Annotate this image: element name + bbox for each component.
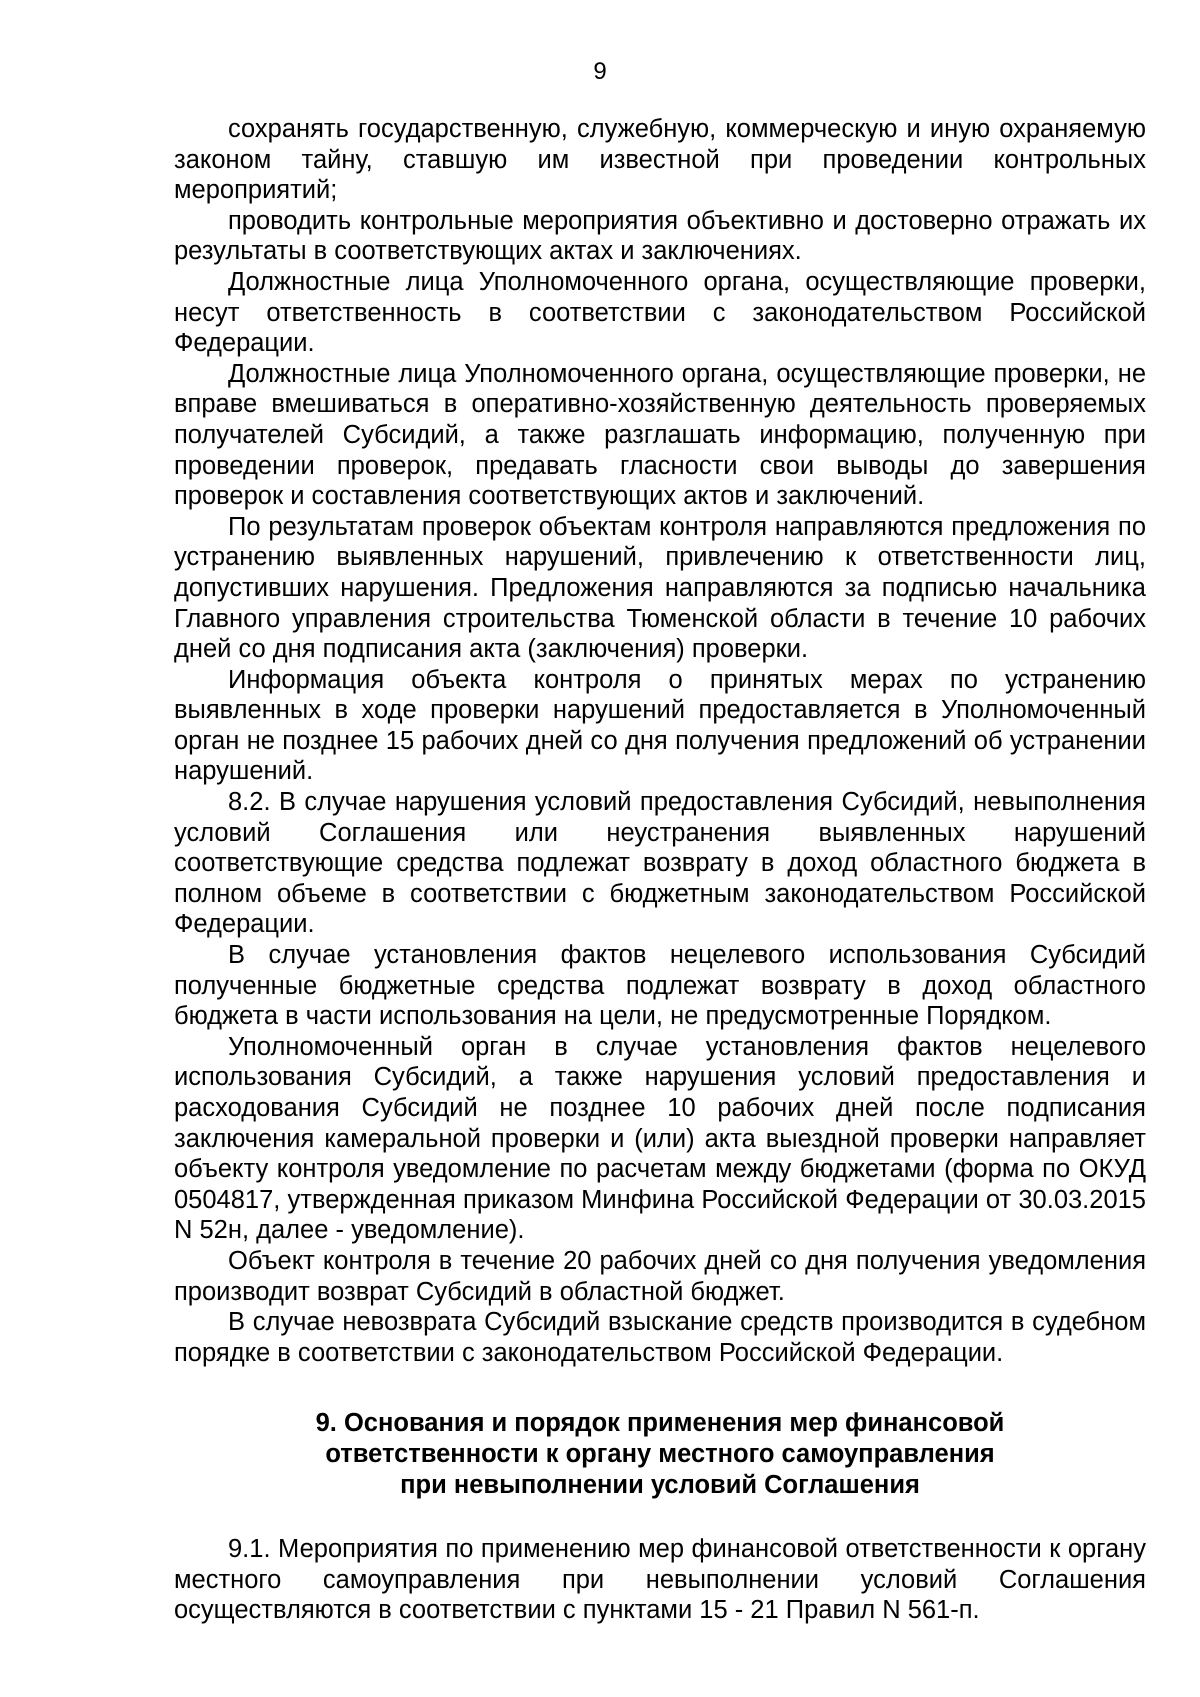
section-9-heading-line: при невыполнении условий Соглашения [400, 1470, 920, 1499]
paragraph-notification: Уполномоченный орган в случае установления фактов нецелевого использования Субсидий, а также нарушения условий предоставления и расходования Субсидий не позднее 10 рабочих дней после подписания заключения камеральной проверки и (или) акта выездной проверки направляет объекту контроля уведомление по расчетам между бюджетами (форма по ОКУД 0504817, утвержденная приказом Минфина Российской Федерации от 30.03.2015 N 52н, далее - уведомление). [174, 1032, 1146, 1245]
paragraph-misuse: В случае установления фактов нецелевого использования Субсидий полученные бюджетные средства подлежат возврату в доход областного бюджета в части использования на цели, не предусмотренные Порядком. [174, 941, 1146, 1031]
paragraph-9-1: 9.1. Мероприятия по применению мер финансовой ответственности к органу местного самоуправления при невыполнении условий Соглашения осуществляются в соответствии с пунктами 15 - 21 Правил N 561-п. [174, 1535, 1146, 1625]
section-9-heading-line: ответственности к органу местного самоуправления [325, 1439, 995, 1468]
paragraph-refund: Объект контроля в течение 20 рабочих дней со дня получения уведомления производит возврат Субсидий в областной бюджет. [174, 1246, 1146, 1306]
paragraph-control-info: Информация объекта контроля о принятых мерах по устранению выявленных в ходе проверки нарушений предоставляется в Уполномоченный орган не позднее 15 рабочих дней со дня получения предложений об устранении нарушений. [174, 665, 1146, 786]
paragraph-confidentiality: сохранять государственную, служебную, коммерческую и иную охраняемую законом тайну, ставшую им известной при проведении контрольных мероприятий; [174, 115, 1146, 205]
paragraph-proposals: По результатам проверок объектам контроля направляются предложения по устранению выявленных нарушений, привлечению к ответственности лиц, допустивших нарушения. Предложения направляются за подписью начальника Главного управления строительства Тюменской области в течение 10 рабочих дней со дня подписания акта (заключения) проверки. [174, 512, 1146, 664]
paragraph-court: В случае невозврата Субсидий взыскание средств производится в судебном порядке в соответствии с законодательством Российской Федерации. [174, 1308, 1146, 1367]
section-9-heading-line: 9. Основания и порядок применения мер финансовой [315, 1409, 1005, 1438]
paragraph-8-2: 8.2. В случае нарушения условий предоставления Субсидий, невыполнения условий Соглашения или неустранения выявленных нарушений соответствующие средства подлежат возврату в доход областного бюджета в полном объеме в соответствии с бюджетным законодательством Российской Федерации. [174, 788, 1146, 939]
paragraph-liability: Должностные лица Уполномоченного органа, осуществляющие проверки, несут ответственность в соответствии с законодательством Российской Федерации. [174, 267, 1146, 358]
page-number: 9 [593, 58, 607, 85]
paragraph-objectivity: проводить контрольные мероприятия объективно и достоверно отражать их результаты в соответствующих актах и заключениях. [174, 206, 1146, 266]
section-9-heading [174, 1408, 1146, 1500]
body-text [174, 114, 1146, 1626]
paragraph-non-interference: Должностные лица Уполномоченного органа, осуществляющие проверки, не вправе вмешиваться в оперативно-хозяйственную деятельность проверяемых получателей Субсидий, а также разглашать информацию, полученную при проведении проверок, предавать гласности свои выводы до завершения проверок и составления соответствующих актов и заключений. [174, 359, 1146, 511]
